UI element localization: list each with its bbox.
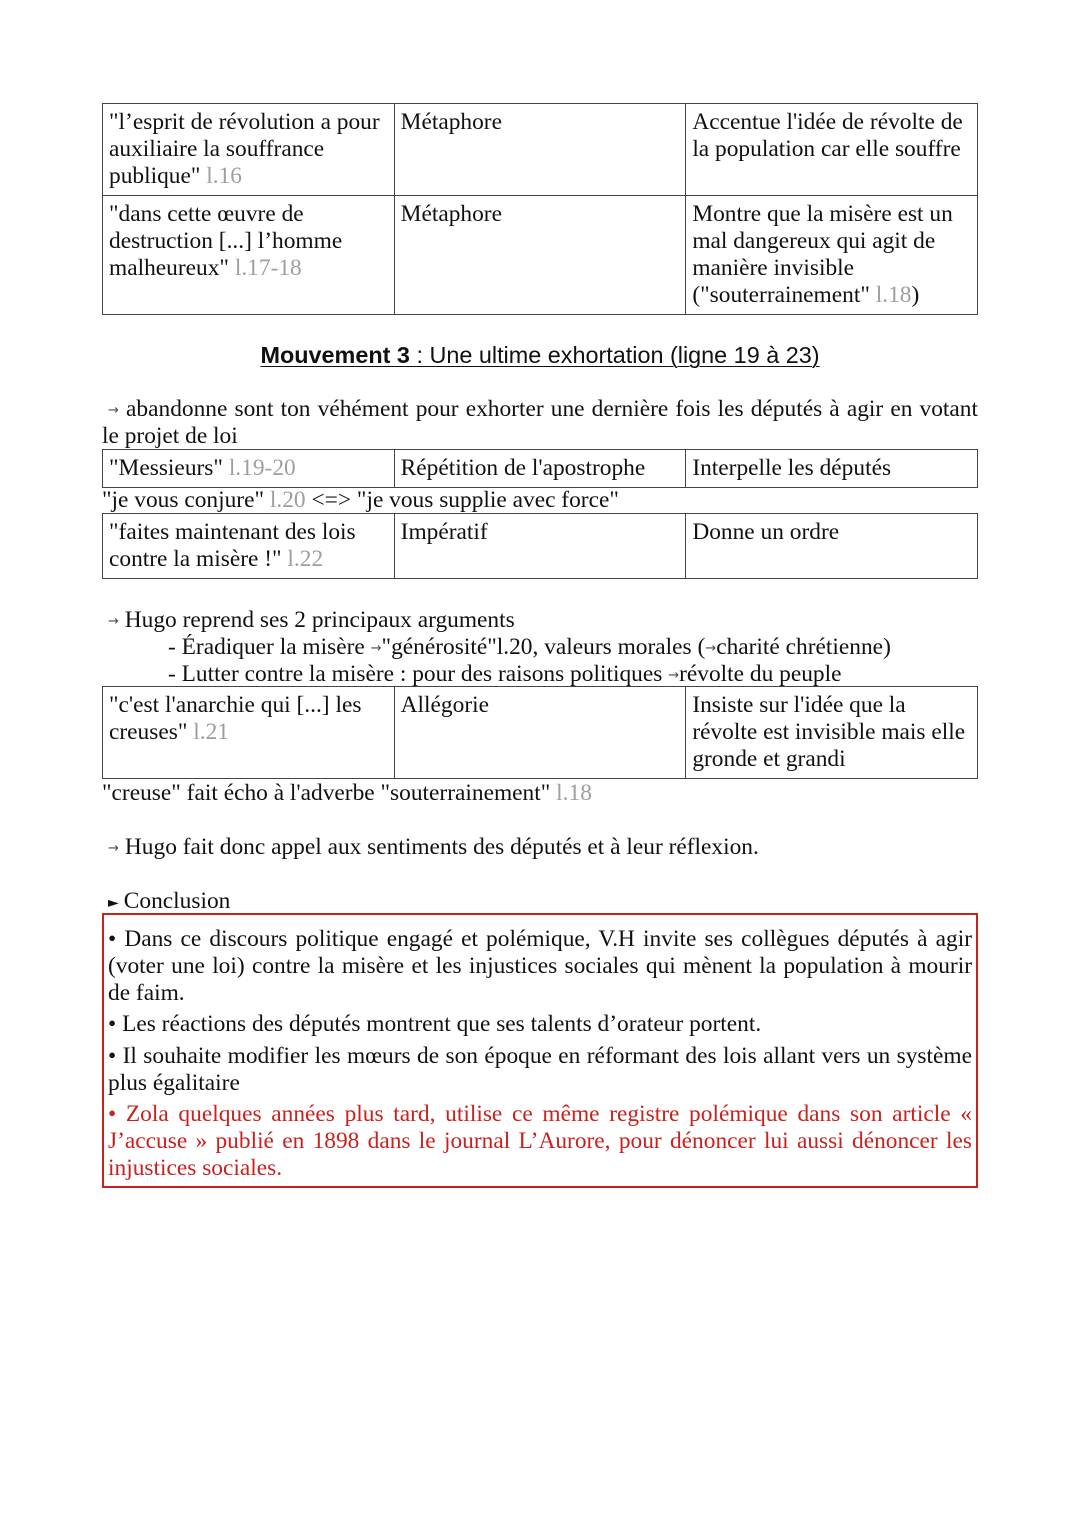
imperative-table [102,513,978,579]
section-heading-label: Mouvement 3 [260,342,410,368]
conclusion-point-text: Zola quelques années plus tard, utilise ce même registre polémique dans son article « J’accuse » publié en 1898 dans le journal L’Aurore, pour dénoncer lui aussi dénoncer les injustices sociales. [108,1101,972,1181]
line-reference: l.21 [193,719,229,745]
table-row [103,687,978,779]
arguments-intro-text: Hugo reprend ses 2 principaux arguments [124,607,515,633]
conclusion-point [108,1043,972,1097]
section-heading [102,342,978,369]
intro-text: abandonne sont ton véhément pour exhorter une dernière fois les députés à agir en votant le projet de loi [102,396,978,449]
line-reference: l.19-20 [228,455,296,481]
stylistic-devices-table [102,449,978,488]
effect-text: Montre que la misère est un mal dangereux qui agit de manière invisible ("souterrainement" [692,201,953,308]
figure-cell: Métaphore [394,104,686,196]
effect-cell: Insiste sur l'idée que la révolte est invisible mais elle gronde et grandi [686,687,978,779]
figure-cell: Allégorie [394,687,686,779]
conclusion-point [108,926,972,1007]
quote-cell [103,687,395,779]
quote-text: "dans cette œuvre de destruction [...] l’homme malheureux" [109,201,343,281]
stylistic-devices-table [102,686,978,779]
figure-cell: Métaphore [394,196,686,315]
arguments-intro [102,607,978,634]
bullet-icon: • [108,1042,117,1069]
arguments-block [102,607,978,688]
conclusion-point-highlighted [108,1101,972,1182]
argument-1-text: - Éradiquer la misère [168,634,365,660]
arrow-icon: → [705,641,717,656]
closing-parenthesis: ) [911,282,920,308]
bullet-icon: • [108,1011,117,1037]
effect-cell [686,196,978,315]
quote-text: "je vous conjure" [102,487,264,513]
intro-paragraph [102,396,978,450]
analysis-table-1 [102,103,978,315]
quote-cell [103,450,395,488]
arrow-icon: → [108,841,119,856]
summary-text: Hugo fait donc appel aux sentiments des députés et à leur réflexion. [124,834,759,860]
argument-2 [102,661,978,688]
conclusion-heading-text: Conclusion [123,888,231,914]
arrow-icon: → [108,614,119,629]
stylistic-devices-table [102,103,978,315]
arrow-icon: → [108,403,119,418]
conclusion-point [108,1011,972,1038]
effect-cell: Interpelle les députés [686,450,978,488]
bullet-icon: • [108,925,117,952]
figure-cell: Répétition de l'apostrophe [394,450,686,488]
conclusion-point-text: Il souhaite modifier les mœurs de son époque en réformant des lois allant vers un système plus égalitaire [108,1042,972,1096]
quote-text: "c'est l'anarchie qui [...] les creuses" [109,692,362,745]
bullet-icon: • [108,1101,117,1127]
movement-summary [102,834,978,861]
conclusion-box [102,913,978,1188]
quote-text: "l’esprit de révolution a pour auxiliaire la souffrance publique" [109,109,380,189]
line-reference: l.16 [206,163,243,189]
quote-cell [103,104,395,196]
allegory-table [102,686,978,779]
echo-note-text: "creuse" fait écho à l'adverbe "souterrainement" [102,780,551,806]
conjure-note [102,487,978,514]
line-reference: l.22 [287,546,324,572]
quote-text: "Messieurs" [109,455,223,481]
line-reference: l.18 [556,780,592,806]
echo-note [102,780,978,807]
quote-cell [103,514,395,579]
gloss-text: <=> "je vous supplie avec force" [311,487,619,513]
arrow-icon: → [668,668,680,683]
argument-1 [102,634,978,661]
table-row [103,514,978,579]
quote-text: "faites maintenant des lois contre la misère !" [109,519,356,572]
argument-2-text: - Lutter contre la misère : pour des raisons politiques [168,661,663,687]
section-heading-text [260,342,819,368]
line-reference: l.17-18 [234,255,302,281]
arrow-icon: → [370,641,382,656]
effect-cell: Donne un ordre [686,514,978,579]
conclusion-heading [102,888,978,915]
conclusion-point-text: Les réactions des députés montrent que ses talents d’orateur portent. [122,1011,762,1037]
table-row [103,104,978,196]
effect-cell: Accentue l'idée de révolte de la population car elle souffre [686,104,978,196]
argument-1-link: "générosité"l.20, valeurs morales ( [381,634,706,660]
quote-cell [103,196,395,315]
section-heading-title: : Une ultime exhortation (ligne 19 à 23) [409,342,820,368]
argument-2-result: révolte du peuple [679,661,842,687]
pointer-icon: ► [108,895,119,911]
stylistic-devices-table [102,513,978,579]
line-reference: l.18 [875,282,912,308]
figure-cell: Impératif [394,514,686,579]
line-reference: l.20 [269,487,306,513]
conclusion-point-text: Dans ce discours politique engagé et polémique, V.H invite ses collègues députés à agir (voter une loi) contre la misère et les injustices sociales qui mènent la population à mourir de faim. [108,925,973,1006]
table-row [103,196,978,315]
argument-1-link-end: charité chrétienne) [716,634,891,660]
table-row [103,450,978,488]
apostrophe-table [102,449,978,488]
